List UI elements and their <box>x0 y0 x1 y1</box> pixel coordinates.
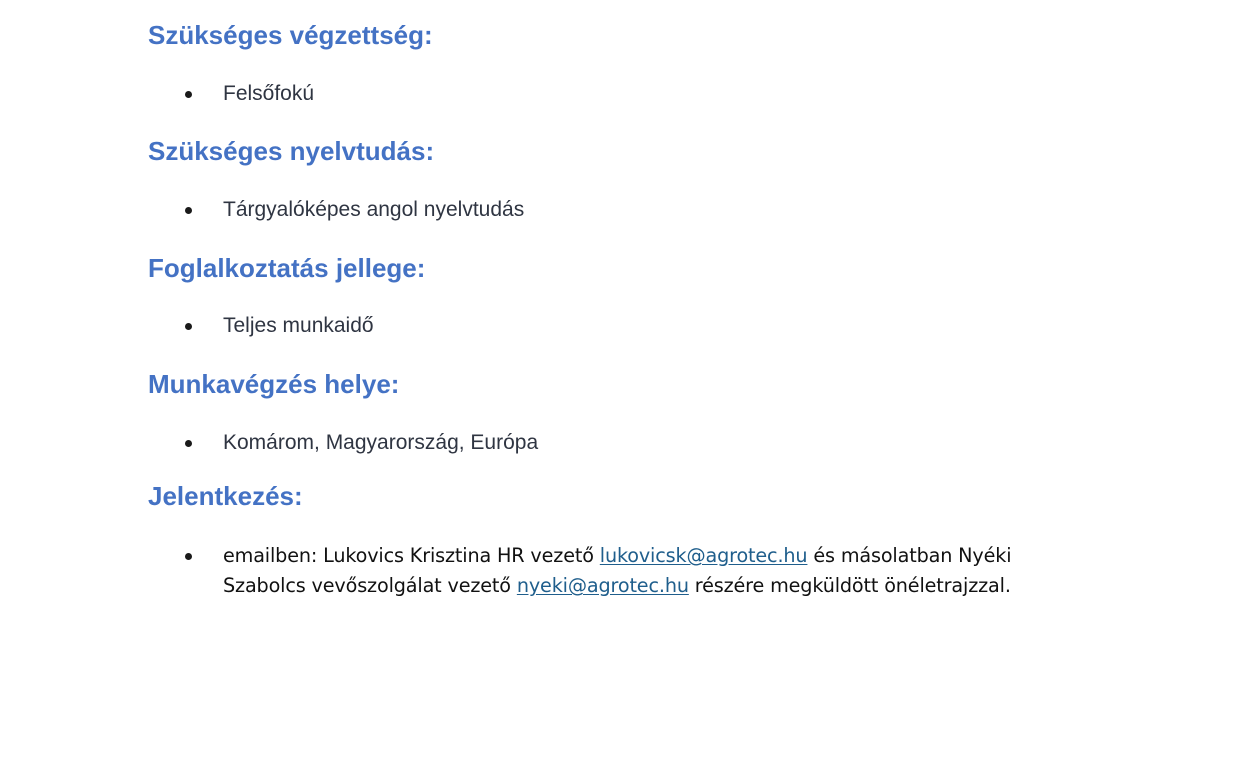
employment-type-item <box>223 312 1108 340</box>
workplace-section <box>148 368 1108 457</box>
language-item-text: Tárgyalóképes angol nyelvtudás <box>223 198 525 221</box>
hr-email-link[interactable]: lukovicsk@agrotec.hu <box>599 544 808 567</box>
language-section <box>148 135 1108 224</box>
application-heading: Jelentkezés: <box>148 481 303 511</box>
employment-type-section <box>148 252 1108 340</box>
workplace-item-text: Komárom, Magyarország, Európa <box>223 431 539 454</box>
application-text-part-3: részére megküldött önéletrajzzal. <box>688 574 1011 597</box>
employment-type-item-text: Teljes munkaidő <box>223 314 374 337</box>
bullet-icon <box>185 323 192 330</box>
bullet-icon <box>185 553 192 560</box>
workplace-heading: Munkavégzés helye: <box>148 369 400 399</box>
bullet-icon <box>185 207 192 214</box>
education-item-text: Felsőfokú <box>223 82 315 105</box>
application-text-part-2: és másolatban Nyéki Szabolcs vevőszolgálat vezető <box>223 544 1012 597</box>
language-item <box>223 196 1108 224</box>
bullet-icon <box>185 440 192 447</box>
language-heading: Szükséges nyelvtudás: <box>148 136 435 166</box>
application-text-part-1: emailben: Lukovics Krisztina HR vezető <box>223 544 600 567</box>
education-item <box>223 80 1108 108</box>
customer-service-email-link[interactable]: nyeki@agrotec.hu <box>516 574 689 597</box>
bullet-icon <box>185 91 192 98</box>
application-item <box>223 541 1093 601</box>
education-section <box>148 19 1108 108</box>
employment-type-heading: Foglalkoztatás jellege: <box>148 253 426 283</box>
workplace-item <box>223 429 1108 457</box>
education-heading: Szükséges végzettség: <box>148 20 433 50</box>
application-section <box>148 480 1108 601</box>
